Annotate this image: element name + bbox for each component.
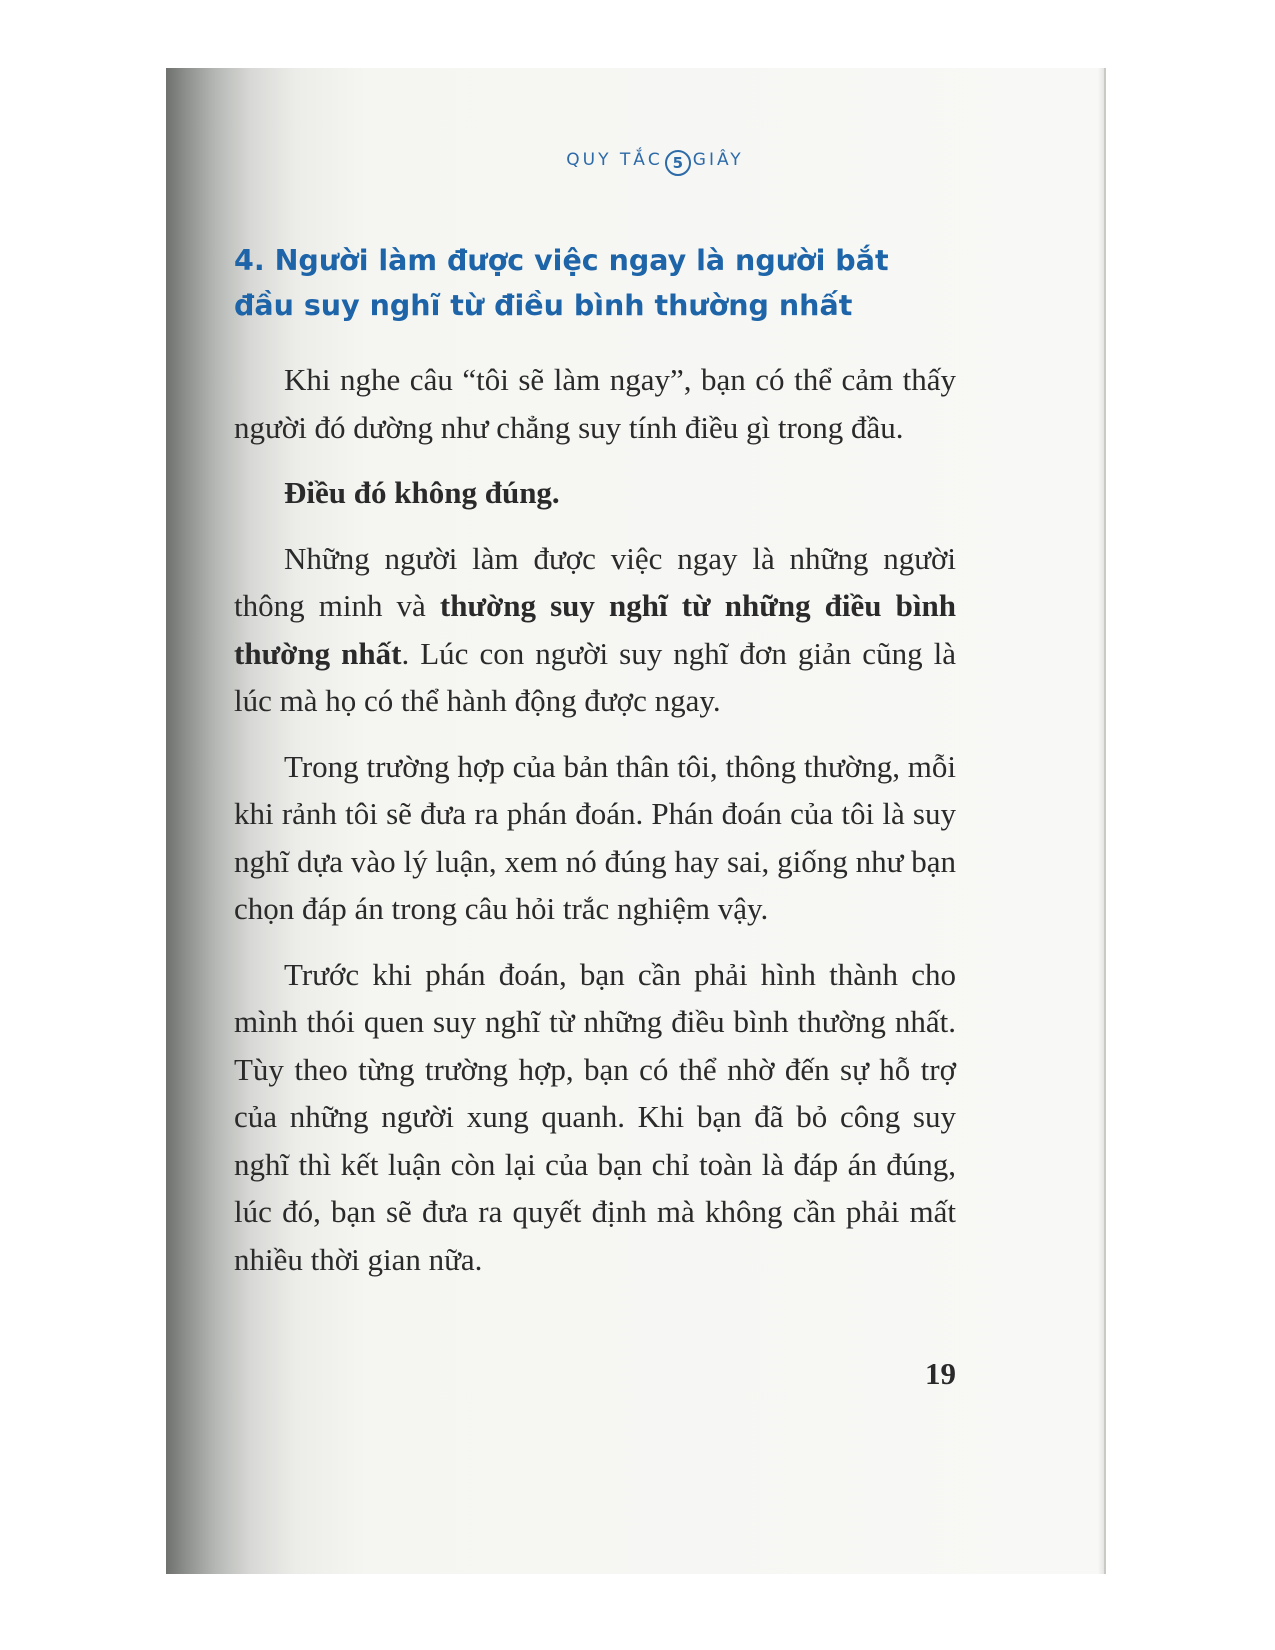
paragraph-3 xyxy=(234,535,956,725)
paragraph-3-part-1: Những người làm được việc ngay là những người thông minh và xyxy=(234,540,956,623)
paragraph-3-emphasis: thường suy nghĩ từ những điều bình thường nhất xyxy=(234,588,956,671)
paragraph-1: Khi nghe câu “tôi sẽ làm ngay”, bạn có thể cảm thấy người đó dường như chẳng suy tính điều gì trong đầu. xyxy=(234,362,956,445)
page-body xyxy=(234,238,956,1301)
paragraph-3-part-2: . Lúc con người suy nghĩ đơn giản cũng là lúc mà họ có thể hành động được ngay. xyxy=(234,635,956,718)
running-head-title-start: QUY TẮC xyxy=(566,150,663,170)
running-head-circled-number: 5 xyxy=(665,150,691,176)
paragraph-4: Trong trường hợp của bản thân tôi, thông thường, mỗi khi rảnh tôi sẽ đưa ra phán đoán. Phán đoán của tôi là suy nghĩ dựa vào lý luận, xem nó đúng hay sai, giống như bạn chọn đáp án trong câu hỏi trắc nghiệm vậy. xyxy=(234,748,956,926)
running-head-title-end: GIÂY xyxy=(692,150,744,170)
section-heading: 4. Người làm được việc ngay là người bắt đầu suy nghĩ từ điều bình thường nhất xyxy=(234,244,889,322)
book-page xyxy=(166,68,1106,1574)
paragraph-2-bold: Điều đó không đúng. xyxy=(284,475,560,510)
page-number: 19 xyxy=(925,1356,956,1391)
running-head xyxy=(166,150,1104,176)
paragraph-5: Trước khi phán đoán, bạn cần phải hình thành cho mình thói quen suy nghĩ từ những điều bình thường nhất. Tùy theo từng trường hợp, bạn có thể nhờ đến sự hỗ trợ của những người xung quanh. Khi bạn đã bỏ công suy nghĩ thì kết luận còn lại của bạn chỉ toàn là đáp án đúng, lúc đó, bạn sẽ đưa ra quyết định mà không cần phải mất nhiều thời gian nữa. xyxy=(234,956,956,1277)
